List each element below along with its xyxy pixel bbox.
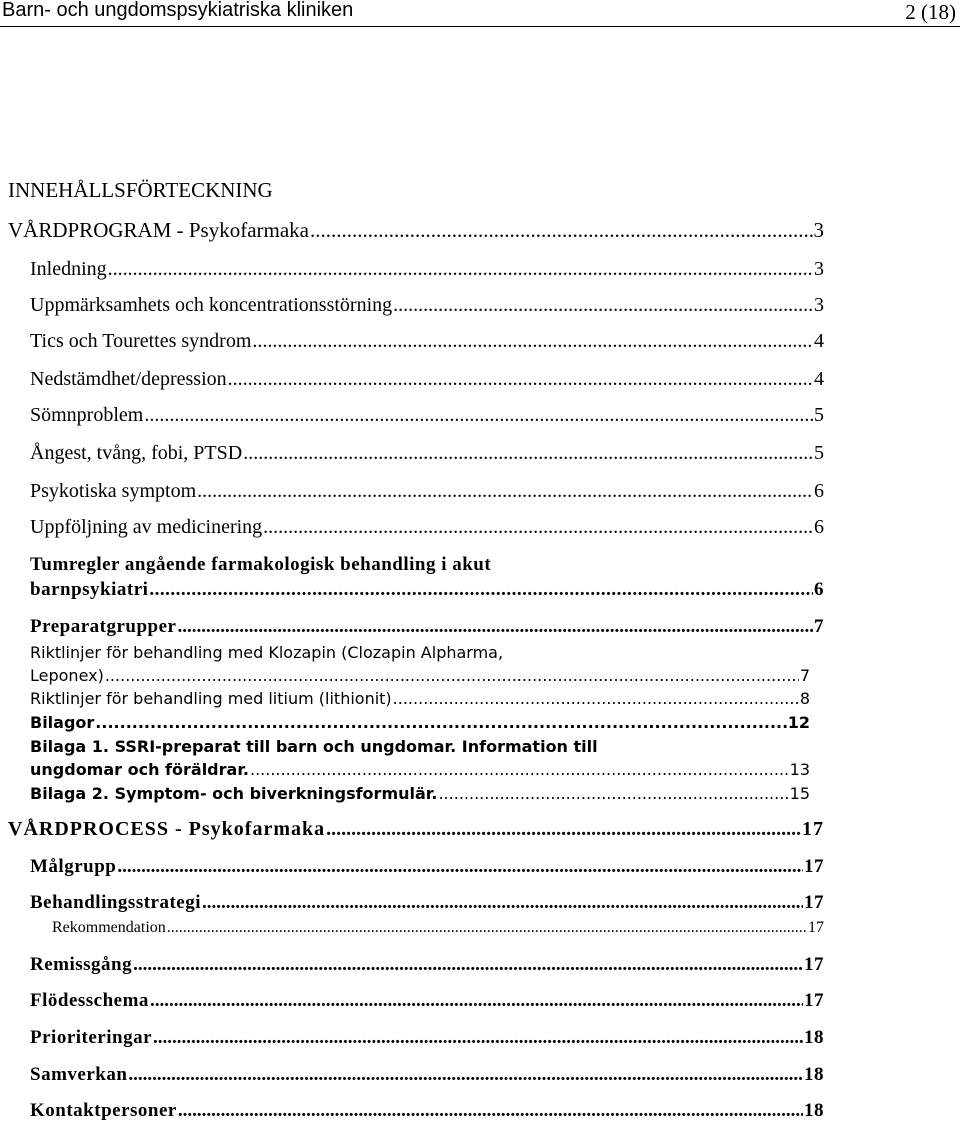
toc-entry-page: 17 bbox=[804, 856, 824, 877]
toc-entry-page: 13 bbox=[789, 760, 810, 779]
toc-entry-page: 18 bbox=[804, 1064, 824, 1085]
toc-entry-label: Uppföljning av medicinering bbox=[30, 516, 263, 538]
page-header bbox=[0, 0, 960, 27]
toc-entry-page: 4 bbox=[814, 330, 824, 352]
toc-entry-label-continued: Leponex) bbox=[30, 666, 104, 685]
toc-entry[interactable] bbox=[30, 954, 824, 976]
toc-entry-page: 5 bbox=[814, 404, 824, 426]
toc-entry-label: VÅRDPROCESS - Psykofarmaka bbox=[8, 818, 326, 840]
toc-entry-label: Ångest, tvång, fobi, PTSD bbox=[30, 442, 243, 464]
toc-entry-label: Remissgång bbox=[30, 954, 133, 975]
toc-entry-page: 7 bbox=[814, 616, 824, 637]
toc-entry-label: Riktlinjer för behandling med litium (lithionit) bbox=[30, 689, 392, 708]
toc-entry[interactable] bbox=[30, 1064, 824, 1086]
toc-entry-page: 5 bbox=[814, 442, 824, 464]
toc-entry[interactable] bbox=[8, 818, 824, 841]
toc-entry-page: 17 bbox=[808, 919, 824, 936]
toc-entry-page: 17 bbox=[804, 892, 824, 913]
toc-entry[interactable] bbox=[30, 856, 824, 878]
toc-entry-page: 18 bbox=[804, 1027, 824, 1048]
toc-entry[interactable] bbox=[30, 294, 824, 317]
toc-entry-label: Uppmärksamhets och koncentrationsstörning bbox=[30, 294, 393, 316]
toc-entry-label-continued: barnpsykiatri bbox=[30, 579, 149, 600]
toc-entry-label: Tumregler angående farmakologisk behandling i akut bbox=[30, 554, 492, 575]
toc-entry[interactable] bbox=[30, 784, 810, 803]
toc-entry-page: 4 bbox=[814, 368, 824, 390]
toc-entry-label: Prioriteringar bbox=[30, 1027, 153, 1048]
toc-entry-label: Kontaktpersoner bbox=[30, 1100, 177, 1121]
toc-entry-page: 17 bbox=[804, 990, 824, 1011]
toc-entry-label: Bilagor bbox=[30, 713, 95, 732]
toc-entry-label: Bilaga 2. Symptom- och biverkningsformulär. bbox=[30, 784, 438, 803]
toc-entry-page: 6 bbox=[814, 579, 824, 600]
toc-entry[interactable] bbox=[52, 919, 824, 937]
toc-entry[interactable] bbox=[30, 368, 824, 391]
toc-entry[interactable] bbox=[30, 442, 824, 465]
toc-entry[interactable] bbox=[30, 1100, 824, 1122]
toc-entry-label: VÅRDPROGRAM - Psykofarmaka bbox=[8, 218, 309, 242]
toc-entry-page: 8 bbox=[799, 689, 810, 708]
toc-entry[interactable] bbox=[30, 330, 824, 353]
clinic-title: Barn- och ungdomspsykiatriska kliniken bbox=[2, 0, 354, 21]
toc-entry[interactable] bbox=[30, 258, 824, 281]
toc-entry[interactable] bbox=[30, 689, 810, 708]
toc-entry[interactable] bbox=[30, 713, 810, 732]
toc-entry[interactable] bbox=[30, 516, 824, 539]
page-number: 2 (18) bbox=[905, 0, 956, 24]
toc-entry[interactable] bbox=[30, 554, 824, 601]
toc-entry-page: 3 bbox=[814, 258, 824, 280]
toc-entry-label: Behandlingsstrategi bbox=[30, 892, 202, 913]
toc-entry-label: Riktlinjer för behandling med Klozapin (Clozapin Alpharma, bbox=[30, 643, 504, 662]
toc-title: INNEHÅLLSFÖRTECKNING bbox=[8, 178, 273, 202]
toc-entry[interactable] bbox=[8, 218, 824, 243]
toc-entry-label-continued: ungdomar och föräldrar. bbox=[30, 760, 249, 779]
toc-entry[interactable] bbox=[30, 990, 824, 1012]
toc-entry-page: 6 bbox=[814, 480, 824, 502]
toc-entry-label: Nedstämdhet/depression bbox=[30, 368, 227, 390]
toc-entry-page: 3 bbox=[813, 218, 824, 242]
toc-entry[interactable] bbox=[30, 404, 824, 427]
toc-entry-page: 6 bbox=[814, 516, 824, 538]
toc-entry[interactable] bbox=[30, 1027, 824, 1049]
toc-entry-label: Målgrupp bbox=[30, 856, 117, 877]
toc-entry-page: 18 bbox=[804, 1100, 824, 1121]
toc-entry-page: 17 bbox=[804, 954, 824, 975]
toc-entry[interactable] bbox=[30, 616, 824, 638]
toc-entry-label: Samverkan bbox=[30, 1064, 128, 1085]
toc-entry-page: 7 bbox=[799, 666, 810, 685]
toc-entry[interactable] bbox=[30, 480, 824, 503]
toc-entry-label: Inledning bbox=[30, 258, 107, 280]
toc-entry-label: Bilaga 1. SSRI-preparat till barn och ungdomar. Information till bbox=[30, 737, 598, 756]
toc-entry-label: Sömnproblem bbox=[30, 404, 144, 426]
toc-entry-page: 15 bbox=[789, 784, 810, 803]
toc-entry-page: 3 bbox=[814, 294, 824, 316]
toc-entry-page: 12 bbox=[787, 713, 810, 732]
toc-entry[interactable] bbox=[30, 643, 810, 685]
toc-entry-label: Rekommendation bbox=[52, 919, 166, 936]
toc-entry-label: Psykotiska symptom bbox=[30, 480, 197, 502]
toc-entry-label: Tics och Tourettes syndrom bbox=[30, 330, 252, 352]
toc-entry-label: Flödesschema bbox=[30, 990, 149, 1011]
toc-entry[interactable] bbox=[30, 892, 824, 914]
toc-entry-label: Preparatgrupper bbox=[30, 616, 177, 637]
toc-entry[interactable] bbox=[30, 737, 810, 779]
toc-entry-page: 17 bbox=[802, 818, 824, 840]
